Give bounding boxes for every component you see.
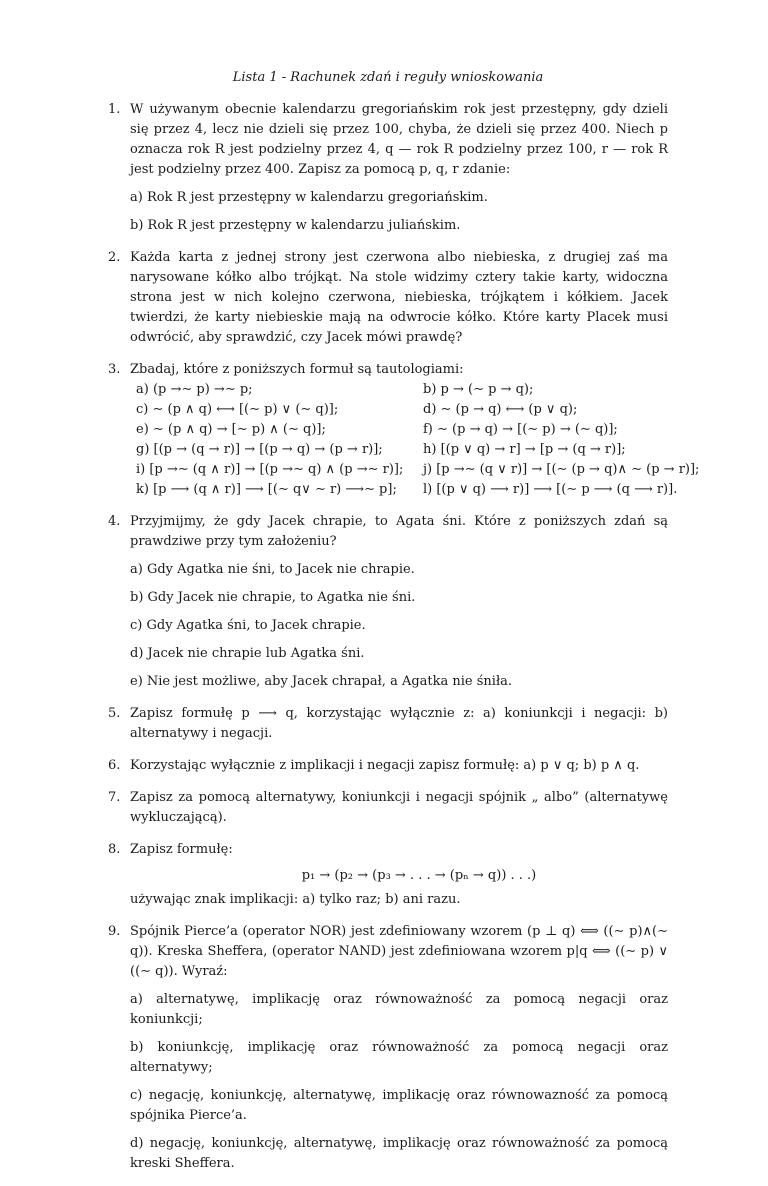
subpoint-c: c) negację, koniunkcję, alternatywę, implikację oraz równowazność za pomocą spójnika Pierce’a. [130, 1088, 668, 1123]
problem-number: 2. [108, 250, 121, 265]
page-title: Lista 1 - Rachunek zdań i reguły wnioskowania [232, 70, 544, 85]
problem-6 [108, 756, 668, 776]
display-formula: p₁ → (p₂ → (p₃ → . . . → (pₙ → q)) . . .) [301, 868, 537, 883]
formula-h: h) [(p ∨ q) → r] → [p → (q → r)]; [423, 442, 626, 457]
formula-c: c) ∼ (p ∧ q) ⟷ [(∼ p) ∨ (∼ q)]; [136, 402, 339, 417]
problem-number: 7. [108, 790, 121, 805]
problem-text: Zapisz formułę: [130, 842, 233, 857]
formula-k: k) [p ⟶ (q ∧ r)] ⟶ [(∼ q∨ ∼ r) ⟶∼ p]; [136, 482, 397, 497]
problem-number: 3. [108, 362, 121, 377]
problem-text: Przyjmijmy, że gdy Jacek chrapie, to Agata śni. Które z poniższych zdań są prawdziwe przy tym założeniu? [130, 514, 668, 549]
subpoint-c: c) Gdy Agatka śni, to Jacek chrapie. [130, 618, 366, 633]
subpoint-e: e) Nie jest możliwe, aby Jacek chrapał, a Agatka nie śniła. [130, 674, 513, 689]
problem-text: Zapisz formułę p ⟶ q, korzystając wyłącznie z: a) koniunkcji i negacji: b) alternatywy i negacji. [130, 706, 668, 741]
problem-number: 8. [108, 842, 121, 857]
problem-number: 4. [108, 514, 121, 529]
subpoint-d: d) Jacek nie chrapie lub Agatka śni. [130, 646, 365, 661]
formula-a: a) (p →∼ p) →∼ p; [136, 382, 253, 397]
problem-number: 6. [108, 758, 121, 773]
subpoint-a: a) Rok R jest przestępny w kalendarzu gregoriańskim. [130, 190, 488, 205]
formula-f: f) ∼ (p → q) → [(∼ p) → (∼ q)]; [423, 422, 618, 437]
problem-text: Zbadaj, które z poniższych formuł są tautologiami: [130, 362, 464, 377]
problem-2 [108, 248, 668, 348]
problem-5 [108, 704, 668, 744]
subpoint-d: d) negację, koniunkcję, alternatywę, implikację oraz równoważność za pomocą kreski Sheffera. [130, 1136, 668, 1171]
problem-4 [108, 512, 668, 692]
problem-text: Zapisz za pomocą alternatywy, koniunkcji i negacji spójnik „ albo” (alternatywę wykluczającą). [130, 790, 668, 825]
problem-7 [108, 788, 668, 828]
problem-text: Każda karta z jednej strony jest czerwona albo niebieska, z drugiej zaś ma narysowane kółko albo trójkąt. Na stole widzimy cztery takie karty, widoczna strona jest w nich kolejno czerwona, niebieska, trójkątem i kółkiem. Jacek twierdzi, że karty niebieskie mają na odwrocie kółko. Które karty Placek musi odwrócić, aby sprawdzić, czy Jacek mówi prawdę? [130, 250, 668, 345]
problem-1 [108, 100, 668, 236]
formula-g: g) [(p → (q → r)] → [(p → q) → (p → r)]; [136, 442, 383, 457]
problem-text: Korzystając wyłącznie z implikacji i negacji zapisz formułę: a) p ∨ q; b) p ∧ q. [130, 758, 640, 773]
formula-j: j) [p →∼ (q ∨ r)] → [(∼ (p → q)∧ ∼ (p → r)]; [423, 462, 700, 477]
formula-e: e) ∼ (p ∧ q) → [∼ p) ∧ (∼ q)]; [136, 422, 326, 437]
problem-number: 9. [108, 924, 121, 939]
formula-b: b) p → (∼ p → q); [423, 382, 534, 397]
subpoint-a: a) alternatywę, implikację oraz równoważność za pomocą negacji oraz koniunkcji; [130, 992, 668, 1027]
problem-text: W używanym obecnie kalendarzu gregoriańskim rok jest przestępny, gdy dzieli się przez 4, lecz nie dzieli się przez 100, chyba, że dzieli się przez 400. Niech p oznacza rok R jest podzielny przez 4, q — rok R podzielny przez 100, r — rok R jest podzielny przez 400. Zapisz za pomocą p, q, r zdanie: [130, 102, 668, 177]
subpoint-b: b) koniunkcję, implikację oraz równoważność za pomocą negacji oraz alternatywy; [130, 1040, 668, 1075]
problem-8 [108, 840, 668, 910]
problem-followup: używając znak implikacji: a) tylko raz; b) ani razu. [130, 892, 461, 907]
problem-number: 5. [108, 706, 121, 721]
subpoint-b: b) Rok R jest przestępny w kalendarzu juliańskim. [130, 218, 461, 233]
problem-3 [108, 360, 700, 500]
formula-l: l) [(p ∨ q) ⟶ r)] ⟶ [(∼ p ⟶ (q ⟶ r)]. [423, 482, 678, 497]
subpoint-b: b) Gdy Jacek nie chrapie, to Agatka nie śni. [130, 590, 416, 605]
formula-grid [136, 380, 700, 500]
subpoint-a: a) Gdy Agatka nie śni, to Jacek nie chrapie. [130, 562, 415, 577]
problem-9 [108, 922, 668, 1174]
problem-number: 1. [108, 102, 121, 117]
document-page [108, 68, 700, 1186]
problem-text: Spójnik Pierce’a (operator NOR) jest zdefiniowany wzorem (p ⊥ q) ⟺ ((∼ p)∧(∼ q)). Kreska Sheffera, (operator NAND) jest zdefiniowana wzorem p|q ⟺ ((∼ p) ∨ ((∼ q)). Wyraź: [130, 924, 668, 979]
formula-i: i) [p →∼ (q ∧ r)] → [(p →∼ q) ∧ (p →∼ r)]; [136, 462, 404, 477]
formula-d: d) ∼ (p → q) ⟷ (p ∨ q); [423, 402, 578, 417]
